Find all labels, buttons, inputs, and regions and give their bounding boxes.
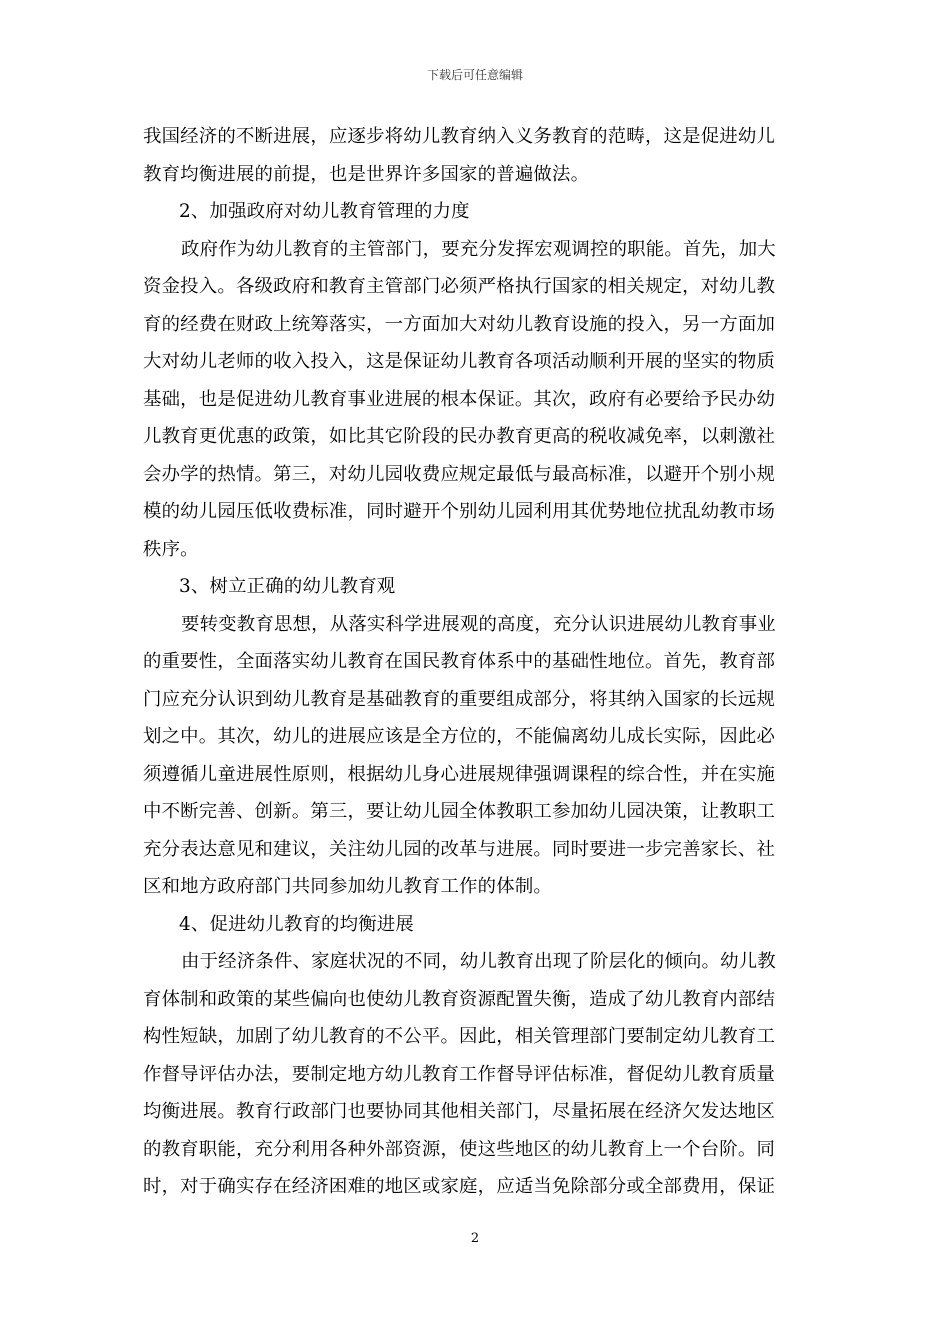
text-line: 会办学的热情。第三，对幼儿园收费应规定最低与最高标准，以避开个别小规	[143, 463, 776, 485]
section-heading: 3、树立正确的幼儿教育观	[179, 576, 396, 597]
text-line: 育的经费在财政上统筹落实，一方面加大对幼儿教育设施的投入，另一方面加	[143, 313, 776, 335]
text-line: 模的幼儿园压低收费标准，同时避开个别幼儿园利用其优势地位扰乱幼教市场	[143, 501, 776, 522]
text-line: 中不断完善、创新。第三，要让幼儿园全体教职工参加幼儿园决策，让教职工	[143, 801, 776, 822]
text-line: 充分表达意见和建议，关注幼儿园的改革与进展。同时要进一步完善家长、社	[143, 838, 776, 860]
page-header-note: 下载后可任意编辑	[426, 68, 523, 82]
text-line: 区和地方政府部门共同参加幼儿教育工作的体制。	[143, 876, 552, 897]
text-line: 的重要性，全面落实幼儿教育在国民教育体系中的基础性地位。首先，教育部	[143, 651, 776, 672]
paragraph-first-line: 政府作为幼儿教育的主管部门，要充分发挥宏观调控的职能。首先，加大	[181, 238, 776, 260]
text-line: 资金投入。各级政府和教育主管部门必须严格执行国家的相关规定，对幼儿教	[143, 276, 776, 297]
text-line: 作督导评估办法，要制定地方幼儿教育工作督导评估标准，督促幼儿教育质量	[143, 1063, 776, 1085]
text-line: 须遵循儿童进展性原则，根据幼儿身心进展规律强调课程的综合性，并在实施	[143, 763, 776, 785]
text-line: 教育均衡进展的前提，也是世界许多国家的普遍做法。	[143, 163, 590, 185]
text-line: 大对幼儿老师的收入投入，这是保证幼儿教育各项活动顺利开展的坚实的物质	[143, 351, 776, 372]
document-body	[143, 118, 809, 1206]
text-line: 基础，也是促进幼儿教育事业进展的根本保证。其次，政府有必要给予民办幼	[143, 388, 776, 410]
text-line: 育体制和政策的某些偏向也使幼儿教育资源配置失衡，造成了幼儿教育内部结	[143, 988, 776, 1010]
text-line: 秩序。	[143, 538, 199, 560]
text-line: 门应充分认识到幼儿教育是基础教育的重要组成部分，将其纳入国家的长远规	[143, 688, 776, 710]
text-line: 时，对于确实存在经济困难的地区或家庭，应适当免除部分或全部费用，保证	[143, 1176, 776, 1197]
text-line: 的教育职能，充分利用各种外部资源，使这些地区的幼儿教育上一个台阶。同	[143, 1138, 776, 1160]
page-number: 2	[470, 1231, 480, 1246]
text-line: 均衡进展。教育行政部门也要协同其他相关部门，尽量拓展在经济欠发达地区	[143, 1101, 776, 1122]
paragraph-first-line: 要转变教育思想，从落实科学进展观的高度，充分认识进展幼儿教育事业	[181, 613, 776, 635]
text-line: 构性短缺，加剧了幼儿教育的不公平。因此，相关管理部门要制定幼儿教育工	[143, 1026, 776, 1047]
text-line: 划之中。其次，幼儿的进展应该是全方位的，不能偏离幼儿成长实际，因此必	[143, 726, 776, 747]
text-line: 儿教育更优惠的政策，如比其它阶段的民办教育更高的税收减免率，以刺激社	[143, 426, 776, 447]
section-heading: 2、加强政府对幼儿教育管理的力度	[179, 201, 470, 222]
text-line: 我国经济的不断进展，应逐步将幼儿教育纳入义务教育的范畴，这是促进幼儿	[143, 126, 776, 147]
section-heading: 4、促进幼儿教育的均衡进展	[179, 913, 414, 935]
paragraph-first-line: 由于经济条件、家庭状况的不同，幼儿教育出现了阶层化的倾向。幼儿教	[181, 951, 776, 972]
